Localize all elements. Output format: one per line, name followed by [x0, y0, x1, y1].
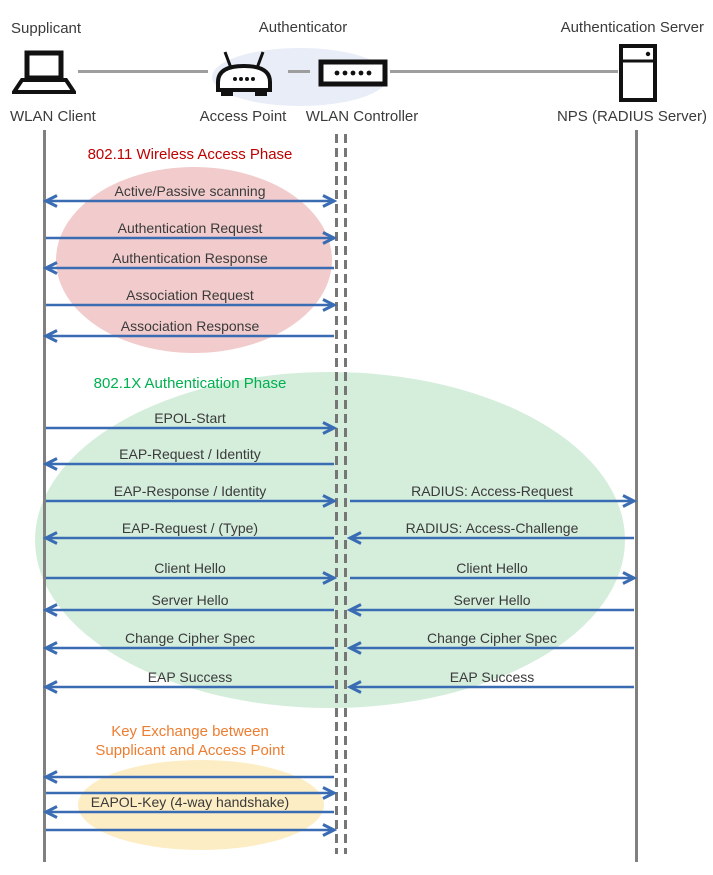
message-label: Server Hello: [453, 592, 531, 608]
phase1-title: 802.11 Wireless Access Phase: [87, 146, 293, 163]
device-label-wlan-controller: WLAN Controller: [305, 108, 419, 125]
message-label: EAPOL-Key (4-way handshake): [90, 794, 290, 810]
message-label: Association Request: [126, 287, 254, 303]
device-label-access-point: Access Point: [199, 108, 287, 125]
message-label: Client Hello: [456, 560, 528, 576]
message-label: Authentication Request: [117, 220, 263, 236]
phase2-title: 802.1X Authentication Phase: [93, 375, 287, 392]
message-label: EAP-Request / Identity: [119, 446, 261, 462]
message-label: Association Response: [120, 318, 260, 334]
phase3-title-line2: Supplicant and Access Point: [95, 742, 285, 759]
message-label: Change Cipher Spec: [125, 630, 255, 646]
message-label: EAP-Request / (Type): [121, 520, 259, 536]
server-icon: [619, 44, 657, 102]
phase3-title-line1: Key Exchange between: [111, 723, 269, 740]
connector-client-ap: [78, 70, 208, 73]
wlan-controller-icon: [318, 59, 388, 87]
phase3-title: [40, 722, 340, 760]
message-label: Authentication Response: [112, 250, 268, 266]
message-label: RADIUS: Access-Request: [411, 483, 573, 499]
message-label: Client Hello: [154, 560, 226, 576]
message-label: RADIUS: Access-Challenge: [405, 520, 579, 536]
message-label: Change Cipher Spec: [427, 630, 557, 646]
device-label-wlan-client: WLAN Client: [10, 108, 96, 125]
role-label-authenticator: Authenticator: [258, 19, 348, 36]
message-label: Server Hello: [151, 592, 229, 608]
device-label-nps-radius-server: NPS (RADIUS Server): [556, 108, 707, 125]
message-label: EAP-Response / Identity: [113, 483, 267, 499]
access-point-icon: [214, 50, 274, 98]
message-label: EAP Success: [147, 669, 233, 685]
message-label: EPOL-Start: [154, 410, 226, 426]
connector-ap-controller: [288, 70, 310, 73]
laptop-icon: [12, 50, 76, 96]
message-label: Active/Passive scanning: [114, 183, 266, 199]
role-label-supplicant: Supplicant: [11, 20, 82, 37]
message-label: EAP Success: [449, 669, 535, 685]
role-label-authentication-server: Authentication Server: [560, 19, 704, 36]
connector-controller-server: [390, 70, 618, 73]
